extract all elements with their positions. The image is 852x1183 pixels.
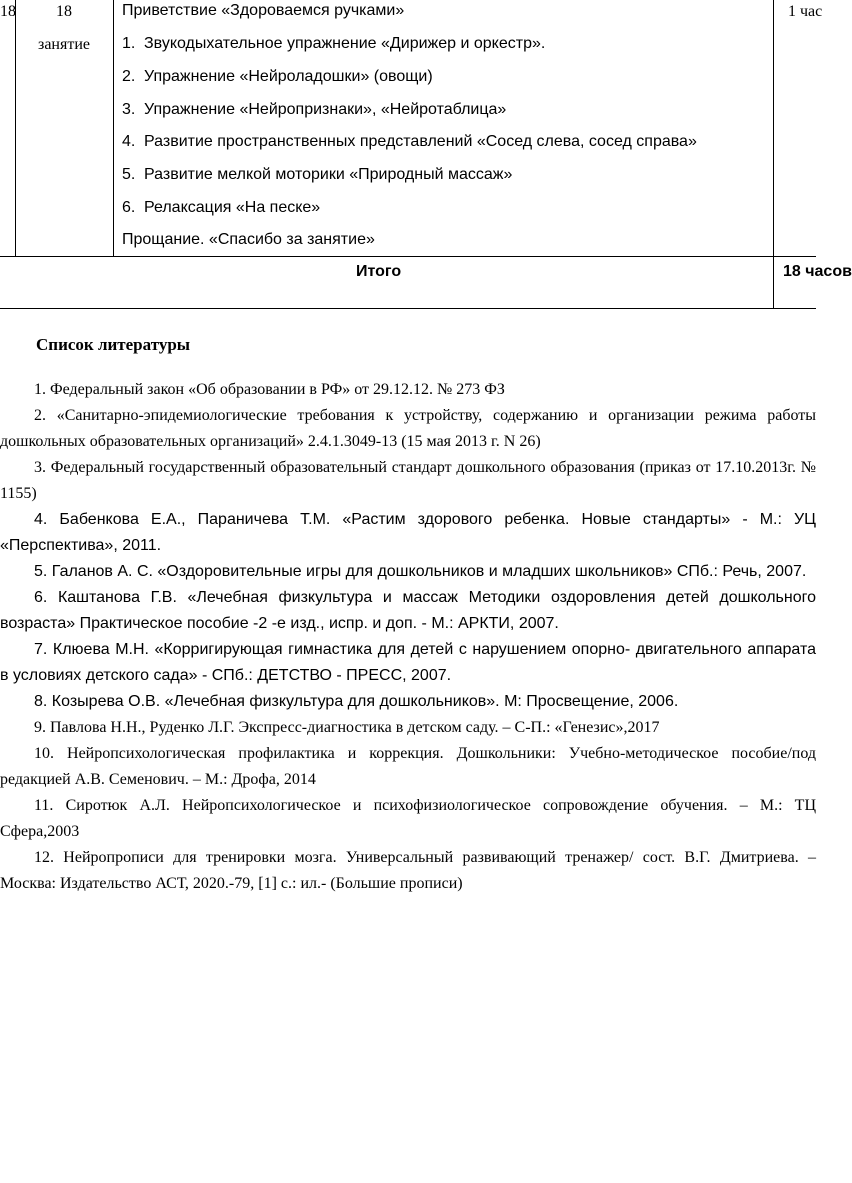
activity-item [122, 99, 506, 121]
reference-item [0, 377, 816, 403]
total-hours: 18 часов [783, 263, 852, 280]
reference-item [0, 637, 816, 689]
activity-text: Релаксация «На песке» [144, 199, 321, 216]
reference-text: Бабенкова Е.А., Параничева Т.М. «Растим здорового ребенка. Новые стандарты» - М.: УЦ «Перспектива», 2011. [0, 511, 816, 554]
reference-text: Клюева М.Н. «Корригирующая гимнастика для детей с нарушением опорно- двигательного аппарата в условиях детского сада» - СПб.: ДЕТСТВО - ПРЕСС, 2007. [0, 641, 816, 684]
references-title: Список литературы [36, 335, 191, 354]
reference-number: 5. [34, 563, 48, 580]
reference-item [0, 585, 816, 637]
reference-text: «Санитарно-эпидемиологические требования к устройству, содержанию и организации режима работы дошкольных образовательных организаций» 2.4.1.3049-13 (15 мая 2013 г. N 26) [0, 407, 817, 450]
activity-item [122, 197, 320, 219]
reference-item [0, 845, 816, 897]
reference-item [0, 793, 816, 845]
reference-number: 9. [34, 719, 46, 736]
reference-item [0, 455, 816, 507]
reference-number: 3. [34, 459, 46, 476]
lesson-number: 18 [56, 3, 72, 20]
reference-number: 12. [34, 849, 54, 866]
activity-text: Звукодыхательное упражнение «Дирижер и оркестр». [144, 35, 546, 52]
reference-item [0, 715, 816, 741]
hours-cell: 1 час [788, 3, 823, 20]
activity-item [122, 33, 545, 55]
reference-number: 6. [34, 589, 48, 606]
reference-number: 2. [34, 407, 46, 424]
reference-text: Галанов А. С. «Оздоровительные игры для дошкольников и младших школьников» СПб.: Речь, 2007. [51, 563, 807, 580]
activity-number: 5. [122, 166, 136, 183]
reference-number: 11. [34, 797, 54, 814]
activity-text: Развитие пространственных представлений «Сосед слева, сосед справа» [144, 133, 697, 150]
reference-item [0, 559, 816, 585]
lesson-word: занятие [38, 36, 90, 53]
reference-item [0, 741, 816, 793]
reference-item [0, 507, 816, 559]
reference-text: Каштанова Г.В. «Лечебная физкультура и массаж Методики оздоровления детей дошкольного возраста» Практическое пособие -2 -е изд., испр. и доп. - М.: АРКТИ, 2007. [0, 589, 816, 632]
reference-text: Сиротюк А.Л. Нейропсихологическое и психофизиологическое сопровождение обучения. – М.: ТЦ Сфера,2003 [0, 797, 817, 840]
row-number: 18 [0, 3, 16, 20]
reference-text: Нейропсихологическая профилактика и коррекция. Дошкольники: Учебно-методическое пособие/под редакцией А.В. Семенович. – М.: Дрофа, 2014 [0, 745, 817, 788]
table-border [0, 256, 816, 257]
total-label: Итого [356, 263, 402, 280]
reference-text: Федеральный государственный образовательный стандарт дошкольного образования (приказ от 17.10.2013г. № 1155) [0, 459, 816, 502]
reference-text: Павлова Н.Н., Руденко Л.Г. Экспресс-диагностика в детском саду. – С-П.: «Генезис»,2017 [50, 719, 660, 736]
reference-number: 4. [34, 511, 48, 528]
table-border [113, 0, 114, 256]
reference-text: Федеральный закон «Об образовании в РФ» от 29.12.12. № 273 ФЗ [50, 381, 505, 398]
reference-text: Козырева О.В. «Лечебная физкультура для дошкольников». М: Просвещение, 2006. [51, 693, 679, 710]
activity-item [122, 66, 433, 88]
activity-text: Упражнение «Нейроладошки» (овощи) [144, 68, 433, 85]
reference-item [0, 689, 816, 715]
reference-number: 8. [34, 693, 48, 710]
activity-text: Развитие мелкой моторики «Природный массаж» [144, 166, 513, 183]
references-list [0, 377, 816, 897]
activity-number: 6. [122, 199, 136, 216]
activity-item [122, 131, 697, 153]
reference-number: 10. [34, 745, 54, 762]
lesson-table [0, 0, 852, 309]
farewell: Прощание. «Спасибо за занятие» [122, 231, 375, 248]
activity-item [122, 164, 512, 186]
activity-text: Упражнение «Нейропризнаки», «Нейротаблица» [144, 101, 507, 118]
reference-text: Нейропрописи для тренировки мозга. Универсальный развивающий тренажер/ сост. В.Г. Дмитриева. – Москва: Издательство АСТ, 2020.-79, [1] с.: ил.- (Большие прописи) [0, 849, 816, 892]
reference-number: 1. [34, 381, 46, 398]
activity-number: 2. [122, 68, 136, 85]
greeting: Приветствие «Здороваемся ручками» [122, 2, 405, 19]
table-border [773, 0, 774, 309]
activity-number: 4. [122, 133, 136, 150]
reference-number: 7. [34, 641, 48, 658]
activity-number: 1. [122, 35, 136, 52]
table-border [0, 308, 816, 309]
activity-number: 3. [122, 101, 136, 118]
reference-item [0, 403, 816, 455]
